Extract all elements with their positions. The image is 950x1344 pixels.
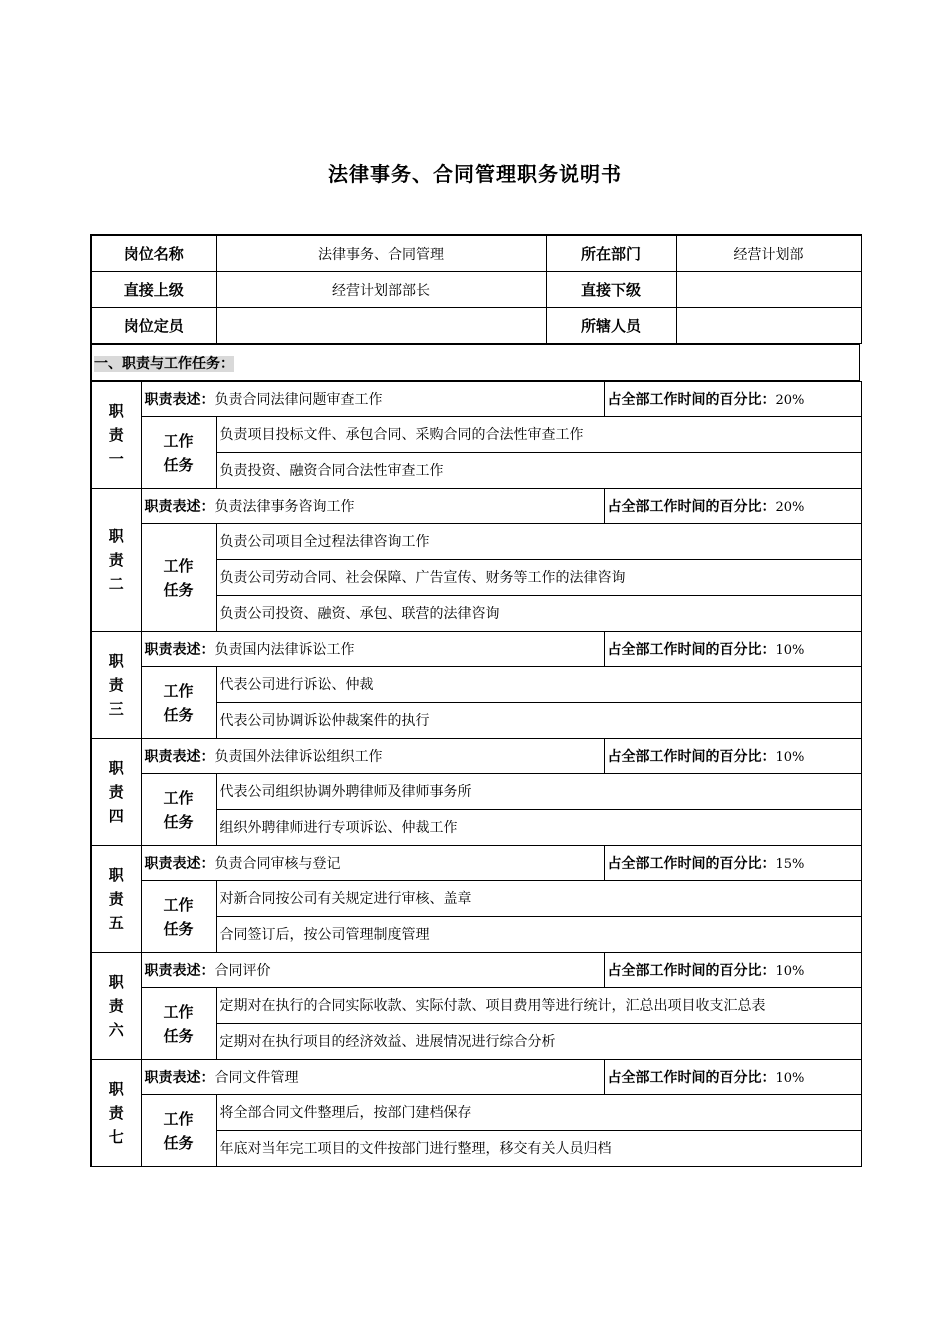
duty-label-char: 职 — [108, 973, 124, 991]
duty-description — [141, 846, 604, 881]
duty-number-label — [91, 1060, 141, 1167]
task-row — [91, 774, 861, 810]
duty-label-char: 职 — [108, 759, 124, 777]
task-row — [91, 417, 861, 453]
task-item: 定期对在执行的合同实际收款、实际付款、项目费用等进行统计，汇总出项目收支汇总表 — [216, 988, 861, 1024]
task-item: 年底对当年完工项目的文件按部门进行整理，移交有关人员归档 — [216, 1131, 861, 1167]
duty-description — [141, 632, 604, 667]
duty-description-label: 职责表述： — [144, 642, 215, 658]
time-percentage-label: 占全部工作时间的百分比： — [607, 963, 776, 979]
duty-description-label: 职责表述： — [144, 749, 215, 765]
work-label-line: 任务 — [163, 1133, 194, 1152]
post-name-value: 法律事务、合同管理 — [216, 235, 546, 272]
task-item: 将全部合同文件整理后，按部门建档保存 — [216, 1095, 861, 1131]
task-row — [91, 881, 861, 917]
work-task-label — [141, 524, 216, 632]
duty-label-char: 一 — [108, 450, 124, 468]
work-label-line: 工作 — [163, 1002, 194, 1021]
time-percentage-value: 15% — [775, 857, 805, 872]
time-percentage-value: 20% — [775, 393, 805, 408]
section-title-cell — [91, 345, 860, 381]
duty-description-label: 职责表述： — [144, 499, 215, 515]
job-description-form — [90, 234, 860, 1167]
task-row — [91, 524, 861, 560]
work-label-line: 任务 — [163, 812, 194, 831]
duty-description-text: 负责法律事务咨询工作 — [214, 499, 355, 515]
duty-description — [141, 489, 604, 524]
duty-description — [141, 1060, 604, 1095]
time-percentage-label: 占全部工作时间的百分比： — [607, 856, 776, 872]
work-label-line: 任务 — [163, 455, 194, 474]
work-task-label — [141, 667, 216, 739]
duty-description — [141, 953, 604, 988]
duty-description-text: 负责国外法律诉讼组织工作 — [214, 749, 383, 765]
time-percentage — [604, 632, 861, 667]
duty-label-char: 责 — [108, 997, 124, 1015]
duty-label-char: 三 — [108, 700, 124, 718]
section-title: 一、职责与工作任务： — [94, 355, 234, 372]
duty-number-label — [91, 739, 141, 846]
task-row — [91, 1095, 861, 1131]
duty-label-char: 责 — [108, 676, 124, 694]
duty-description-row — [91, 632, 861, 667]
time-percentage-label: 占全部工作时间的百分比： — [607, 749, 776, 765]
task-row — [91, 667, 861, 703]
duty-label-char: 职 — [108, 652, 124, 670]
duty-label-char: 六 — [108, 1021, 124, 1039]
work-label-line: 工作 — [163, 895, 194, 914]
work-task-label — [141, 988, 216, 1060]
duty-description-text: 负责合同审核与登记 — [214, 856, 341, 872]
subordinate-label: 直接下级 — [546, 272, 676, 308]
staffing-value — [216, 308, 546, 344]
task-item: 负责投资、融资合同合法性审查工作 — [216, 453, 861, 489]
document-title: 法律事务、合同管理职务说明书 — [328, 162, 622, 186]
duty-description-row — [91, 1060, 861, 1095]
duty-label-char: 二 — [108, 575, 124, 593]
task-item: 对新合同按公司有关规定进行审核、盖章 — [216, 881, 861, 917]
duties-table — [90, 381, 862, 1167]
duty-description — [141, 382, 604, 417]
time-percentage-label: 占全部工作时间的百分比： — [607, 392, 776, 408]
time-percentage-value: 10% — [775, 643, 805, 658]
duty-label-char: 职 — [108, 1080, 124, 1098]
dept-label: 所在部门 — [546, 235, 676, 272]
work-task-label — [141, 881, 216, 953]
post-name-label: 岗位名称 — [91, 235, 216, 272]
time-percentage — [604, 382, 861, 417]
task-item: 负责公司劳动合同、社会保障、广告宣传、财务等工作的法律咨询 — [216, 560, 861, 596]
time-percentage-label: 占全部工作时间的百分比： — [607, 642, 776, 658]
duty-description-text: 负责合同法律问题审查工作 — [214, 392, 383, 408]
task-item: 代表公司协调诉讼仲裁案件的执行 — [216, 703, 861, 739]
work-label-line: 工作 — [163, 1109, 194, 1128]
work-label-line: 工作 — [163, 788, 194, 807]
work-label-line: 任务 — [163, 580, 194, 599]
managed-label: 所辖人员 — [546, 308, 676, 344]
duty-number-label — [91, 846, 141, 953]
duty-label-char: 职 — [108, 866, 124, 884]
duty-description-label: 职责表述： — [144, 1070, 215, 1086]
duty-description-text: 合同评价 — [214, 963, 271, 979]
task-item: 定期对在执行项目的经济效益、进展情况进行综合分析 — [216, 1024, 861, 1060]
task-item: 代表公司进行诉讼、仲裁 — [216, 667, 861, 703]
duty-label-char: 职 — [108, 527, 124, 545]
duty-label-char: 责 — [108, 426, 124, 444]
time-percentage-label: 占全部工作时间的百分比： — [607, 1070, 776, 1086]
time-percentage — [604, 739, 861, 774]
task-item: 组织外聘律师进行专项诉讼、仲裁工作 — [216, 810, 861, 846]
time-percentage — [604, 953, 861, 988]
time-percentage-value: 20% — [775, 500, 805, 515]
duty-label-char: 七 — [108, 1128, 124, 1146]
dept-value: 经营计划部 — [676, 235, 861, 272]
duty-number-label — [91, 489, 141, 632]
duty-description-label: 职责表述： — [144, 856, 215, 872]
subordinate-value — [676, 272, 861, 308]
work-label-line: 工作 — [163, 681, 194, 700]
task-item: 代表公司组织协调外聘律师及律师事务所 — [216, 774, 861, 810]
work-label-line: 任务 — [163, 919, 194, 938]
task-row — [91, 988, 861, 1024]
work-task-label — [141, 774, 216, 846]
duty-description — [141, 739, 604, 774]
work-label-line: 工作 — [163, 556, 194, 575]
duty-description-row — [91, 382, 861, 417]
staffing-label: 岗位定员 — [91, 308, 216, 344]
time-percentage — [604, 489, 861, 524]
time-percentage-value: 10% — [775, 964, 805, 979]
duty-description-text: 合同文件管理 — [214, 1070, 299, 1086]
time-percentage-value: 10% — [775, 1071, 805, 1086]
duty-description-label: 职责表述： — [144, 963, 215, 979]
duty-label-char: 责 — [108, 890, 124, 908]
task-item: 负责项目投标文件、承包合同、采购合同的合法性审查工作 — [216, 417, 861, 453]
duty-number-label — [91, 382, 141, 489]
duties-body — [91, 382, 861, 1167]
managed-value — [676, 308, 861, 344]
task-item: 负责公司项目全过程法律咨询工作 — [216, 524, 861, 560]
task-item: 负责公司投资、融资、承包、联营的法律咨询 — [216, 596, 861, 632]
duty-label-char: 责 — [108, 1104, 124, 1122]
time-percentage-label: 占全部工作时间的百分比： — [607, 499, 776, 515]
duty-description-row — [91, 846, 861, 881]
work-task-label — [141, 417, 216, 489]
work-label-line: 任务 — [163, 1026, 194, 1045]
duty-description-text: 负责国内法律诉讼工作 — [214, 642, 355, 658]
duty-label-char: 责 — [108, 783, 124, 801]
duty-number-label — [91, 632, 141, 739]
duty-description-row — [91, 953, 861, 988]
duty-label-char: 五 — [108, 914, 124, 932]
time-percentage — [604, 846, 861, 881]
duty-label-char: 四 — [108, 807, 124, 825]
superior-value: 经营计划部部长 — [216, 272, 546, 308]
duty-number-label — [91, 953, 141, 1060]
duty-description-label: 职责表述： — [144, 392, 215, 408]
work-label-line: 工作 — [163, 431, 194, 450]
time-percentage — [604, 1060, 861, 1095]
duty-description-row — [91, 739, 861, 774]
section-header — [90, 344, 860, 381]
superior-label: 直接上级 — [91, 272, 216, 308]
duty-label-char: 责 — [108, 551, 124, 569]
duty-description-row — [91, 489, 861, 524]
work-task-label — [141, 1095, 216, 1167]
task-item: 合同签订后，按公司管理制度管理 — [216, 917, 861, 953]
post-info-table — [90, 234, 862, 344]
work-label-line: 任务 — [163, 705, 194, 724]
time-percentage-value: 10% — [775, 750, 805, 765]
duty-label-char: 职 — [108, 402, 124, 420]
